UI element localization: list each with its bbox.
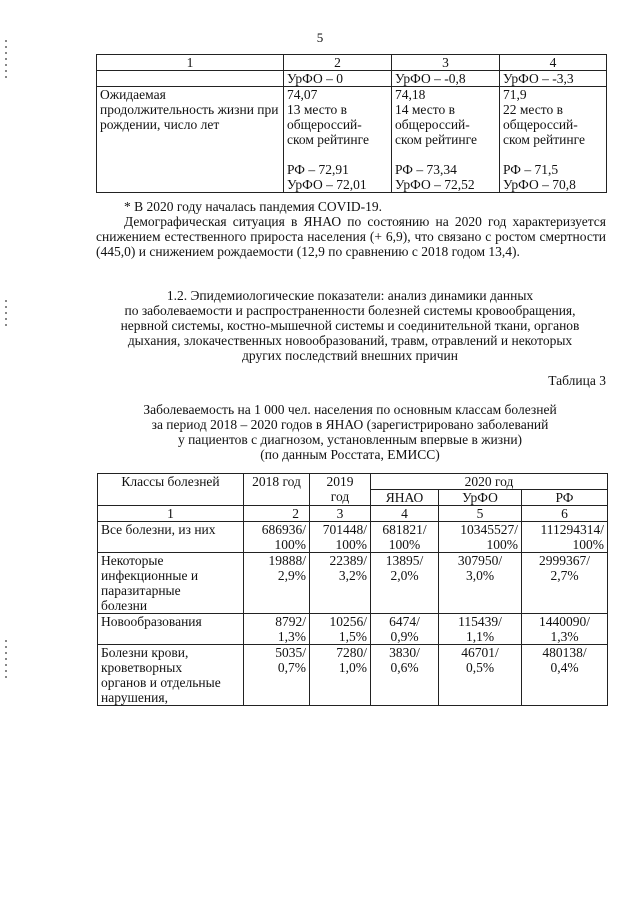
cell-count: 681821/ (382, 522, 427, 537)
table-cell (371, 553, 439, 614)
table-cell (439, 553, 522, 614)
cell-count: 10345527/ (460, 522, 518, 537)
column-number: 2 (244, 506, 310, 522)
cell-line: общероссий- (503, 117, 578, 132)
table-caption (70, 402, 630, 462)
cell-count: 13895/ (385, 553, 424, 568)
cell-rf: РФ – 73,34 (395, 162, 457, 177)
cell-count: 686936/ (261, 522, 306, 537)
column-number: 6 (522, 506, 608, 522)
table-cell (522, 522, 608, 553)
section-heading-line: нервной системы, костно-мышечной системы и соединительной ткани, органов (120, 318, 580, 333)
table-cell (244, 645, 310, 706)
caption-line: за период 2018 – 2020 годов в ЯНАО (зарегистрировано заболеваний (151, 417, 549, 432)
table-header-row (98, 474, 608, 490)
column-number: 3 (310, 506, 371, 522)
cell-count: 46701/ (461, 645, 499, 660)
cell-count: 1440090/ (539, 614, 591, 629)
table-row (98, 614, 608, 645)
table-header-row (97, 55, 607, 71)
caption-line: у пациентов с диагнозом, установленным впервые в жизни) (177, 432, 523, 447)
row-label-line: органов и отдельные (101, 675, 221, 690)
header-rf: РФ (522, 490, 608, 506)
cell-line: общероссий- (287, 117, 362, 132)
cell-share: 2,7% (550, 568, 579, 583)
cell-share: 2,9% (277, 568, 306, 583)
cell-count: 480138/ (542, 645, 587, 660)
cell-rf: РФ – 71,5 (503, 162, 559, 177)
row-label: Новообразования (98, 614, 244, 645)
column-number: 5 (439, 506, 522, 522)
table-cell (371, 522, 439, 553)
life-expectancy-table (96, 54, 607, 193)
cell-share: 3,0% (465, 568, 495, 583)
table-row (97, 71, 607, 87)
header-2019 (310, 474, 371, 506)
cell-count: 19888/ (268, 553, 306, 568)
table-cell (244, 522, 310, 553)
table-cell (500, 87, 607, 193)
cell-value: 71,9 (503, 87, 527, 102)
demographic-paragraph: Демографическая ситуация в ЯНАО по состоянию на 2020 год характеризуется снижением естественного прироста населения (+ 6,9), что связано с ростом смертности (445,0) и снижением рождаемости (12,9 по сравнению с 2018 годом 13,4). (96, 214, 606, 259)
table-row (98, 553, 608, 614)
cell-share: 0,5% (465, 660, 495, 675)
row-label: Все болезни, из них (98, 522, 244, 553)
row-label-line: инфекционные и (101, 568, 199, 583)
table-cell (439, 522, 522, 553)
table-row (97, 87, 607, 193)
cell-count: 6474/ (389, 614, 420, 629)
cell-value: 74,07 (287, 87, 318, 102)
table-header-cell: 3 (392, 55, 500, 71)
header-2018: 2018 год (244, 474, 310, 506)
table-cell (97, 71, 284, 87)
section-heading-line: по заболеваемости и распространенности болезней системы кровообращения, (124, 303, 576, 318)
section-heading (70, 288, 630, 363)
caption-line: Заболеваемость на 1 000 чел. населения по основным классам болезней (143, 402, 557, 417)
table-cell (439, 645, 522, 706)
table-cell (244, 614, 310, 645)
margin-scan-mark (5, 640, 7, 680)
cell-line: ском рейтинге (287, 132, 369, 147)
cell-rf: РФ – 72,91 (287, 162, 349, 177)
cell-count: 22389/ (329, 553, 367, 568)
table-cell (392, 87, 500, 193)
cell-count: 307950/ (457, 553, 503, 568)
row-label (98, 645, 244, 706)
table-cell (284, 87, 392, 193)
table-cell (371, 645, 439, 706)
header-classes: Классы болезней (98, 474, 244, 506)
cell-count: 3830/ (389, 645, 420, 660)
table-row (98, 645, 608, 706)
table-cell (310, 553, 371, 614)
row-label-line: паразитарные (101, 583, 181, 598)
cell-share: 0,6% (390, 660, 419, 675)
cell-count: 2999367/ (539, 553, 591, 568)
page-number: 5 (316, 30, 324, 45)
row-label-line: нарушения, (101, 690, 168, 705)
header-2019-line: год (330, 489, 350, 504)
table-cell (439, 614, 522, 645)
cell-line: ском рейтинге (503, 132, 585, 147)
column-number: 4 (371, 506, 439, 522)
cell-share: 3,2% (338, 568, 367, 583)
table-row (98, 522, 608, 553)
morbidity-table (97, 473, 608, 706)
row-label-line: кроветворных (101, 660, 183, 675)
table-header-cell: 2 (284, 55, 392, 71)
cell-share: 1,3% (550, 629, 579, 644)
cell-share: 100% (486, 537, 518, 552)
cell-count: 10256/ (329, 614, 367, 629)
table-cell (310, 614, 371, 645)
table-number-row (98, 506, 608, 522)
cell-count: 111294314/ (540, 522, 605, 537)
header-2019-line: 2019 (326, 474, 354, 489)
cell-share: 100% (335, 537, 367, 552)
cell-share: 1,1% (465, 629, 495, 644)
cell-line: общероссий- (395, 117, 470, 132)
caption-line: (по данным Росстата, ЕМИСС) (260, 447, 440, 462)
cell-share: 100% (572, 537, 605, 552)
cell-share: 2,0% (390, 568, 419, 583)
table-label: Таблица 3 (548, 373, 606, 388)
table-cell: УрФО – -0,8 (392, 71, 500, 87)
table-cell (522, 553, 608, 614)
header-urfo: УрФО (439, 490, 522, 506)
cell-share: 0,9% (390, 629, 419, 644)
table-cell (310, 522, 371, 553)
table-header-cell: 4 (500, 55, 607, 71)
row-label-line: Некоторые (101, 553, 164, 568)
cell-count: 5035/ (275, 645, 306, 660)
row-label-line: болезни (101, 598, 148, 613)
table-cell (522, 645, 608, 706)
section-heading-line: 1.2. Эпидемиологические показатели: анализ динамики данных (166, 288, 534, 303)
header-2020: 2020 год (371, 474, 608, 490)
table-cell (244, 553, 310, 614)
footnote: * В 2020 году началась пандемия COVID-19. (124, 199, 383, 214)
row-label: Ожидаемая продолжительность жизни при рождении, число лет (97, 87, 284, 193)
cell-count: 115439/ (458, 614, 502, 629)
table-cell (310, 645, 371, 706)
cell-share: 100% (274, 537, 306, 552)
cell-urfo: УрФО – 72,01 (287, 177, 367, 192)
margin-scan-mark (5, 40, 7, 80)
header-yanao: ЯНАО (371, 490, 439, 506)
table-cell: УрФО – -3,3 (500, 71, 607, 87)
section-heading-line: других последствий внешних причин (242, 348, 458, 363)
cell-share: 1,3% (277, 629, 306, 644)
cell-share: 1,0% (338, 660, 367, 675)
cell-share: 1,5% (338, 629, 367, 644)
table-cell (371, 614, 439, 645)
cell-place: 22 место в (503, 102, 563, 117)
row-label (98, 553, 244, 614)
cell-place: 13 место в (287, 102, 347, 117)
column-number: 1 (98, 506, 244, 522)
table-cell: УрФО – 0 (284, 71, 392, 87)
section-heading-line: дыхания, злокачественных новообразований, травм, отравлений и некоторых (127, 333, 573, 348)
cell-place: 14 место в (395, 102, 455, 117)
cell-share: 0,7% (277, 660, 306, 675)
cell-count: 8792/ (275, 614, 306, 629)
cell-urfo: УрФО – 70,8 (503, 177, 576, 192)
cell-urfo: УрФО – 72,52 (395, 177, 475, 192)
row-label-line: Болезни крови, (101, 645, 189, 660)
cell-count: 701448/ (322, 522, 367, 537)
cell-line: ском рейтинге (395, 132, 477, 147)
margin-scan-mark (5, 300, 7, 330)
cell-share: 100% (388, 537, 421, 552)
table-header-cell: 1 (97, 55, 284, 71)
cell-value: 74,18 (395, 87, 426, 102)
table-cell (522, 614, 608, 645)
cell-count: 7280/ (336, 645, 367, 660)
cell-share: 0,4% (550, 660, 579, 675)
